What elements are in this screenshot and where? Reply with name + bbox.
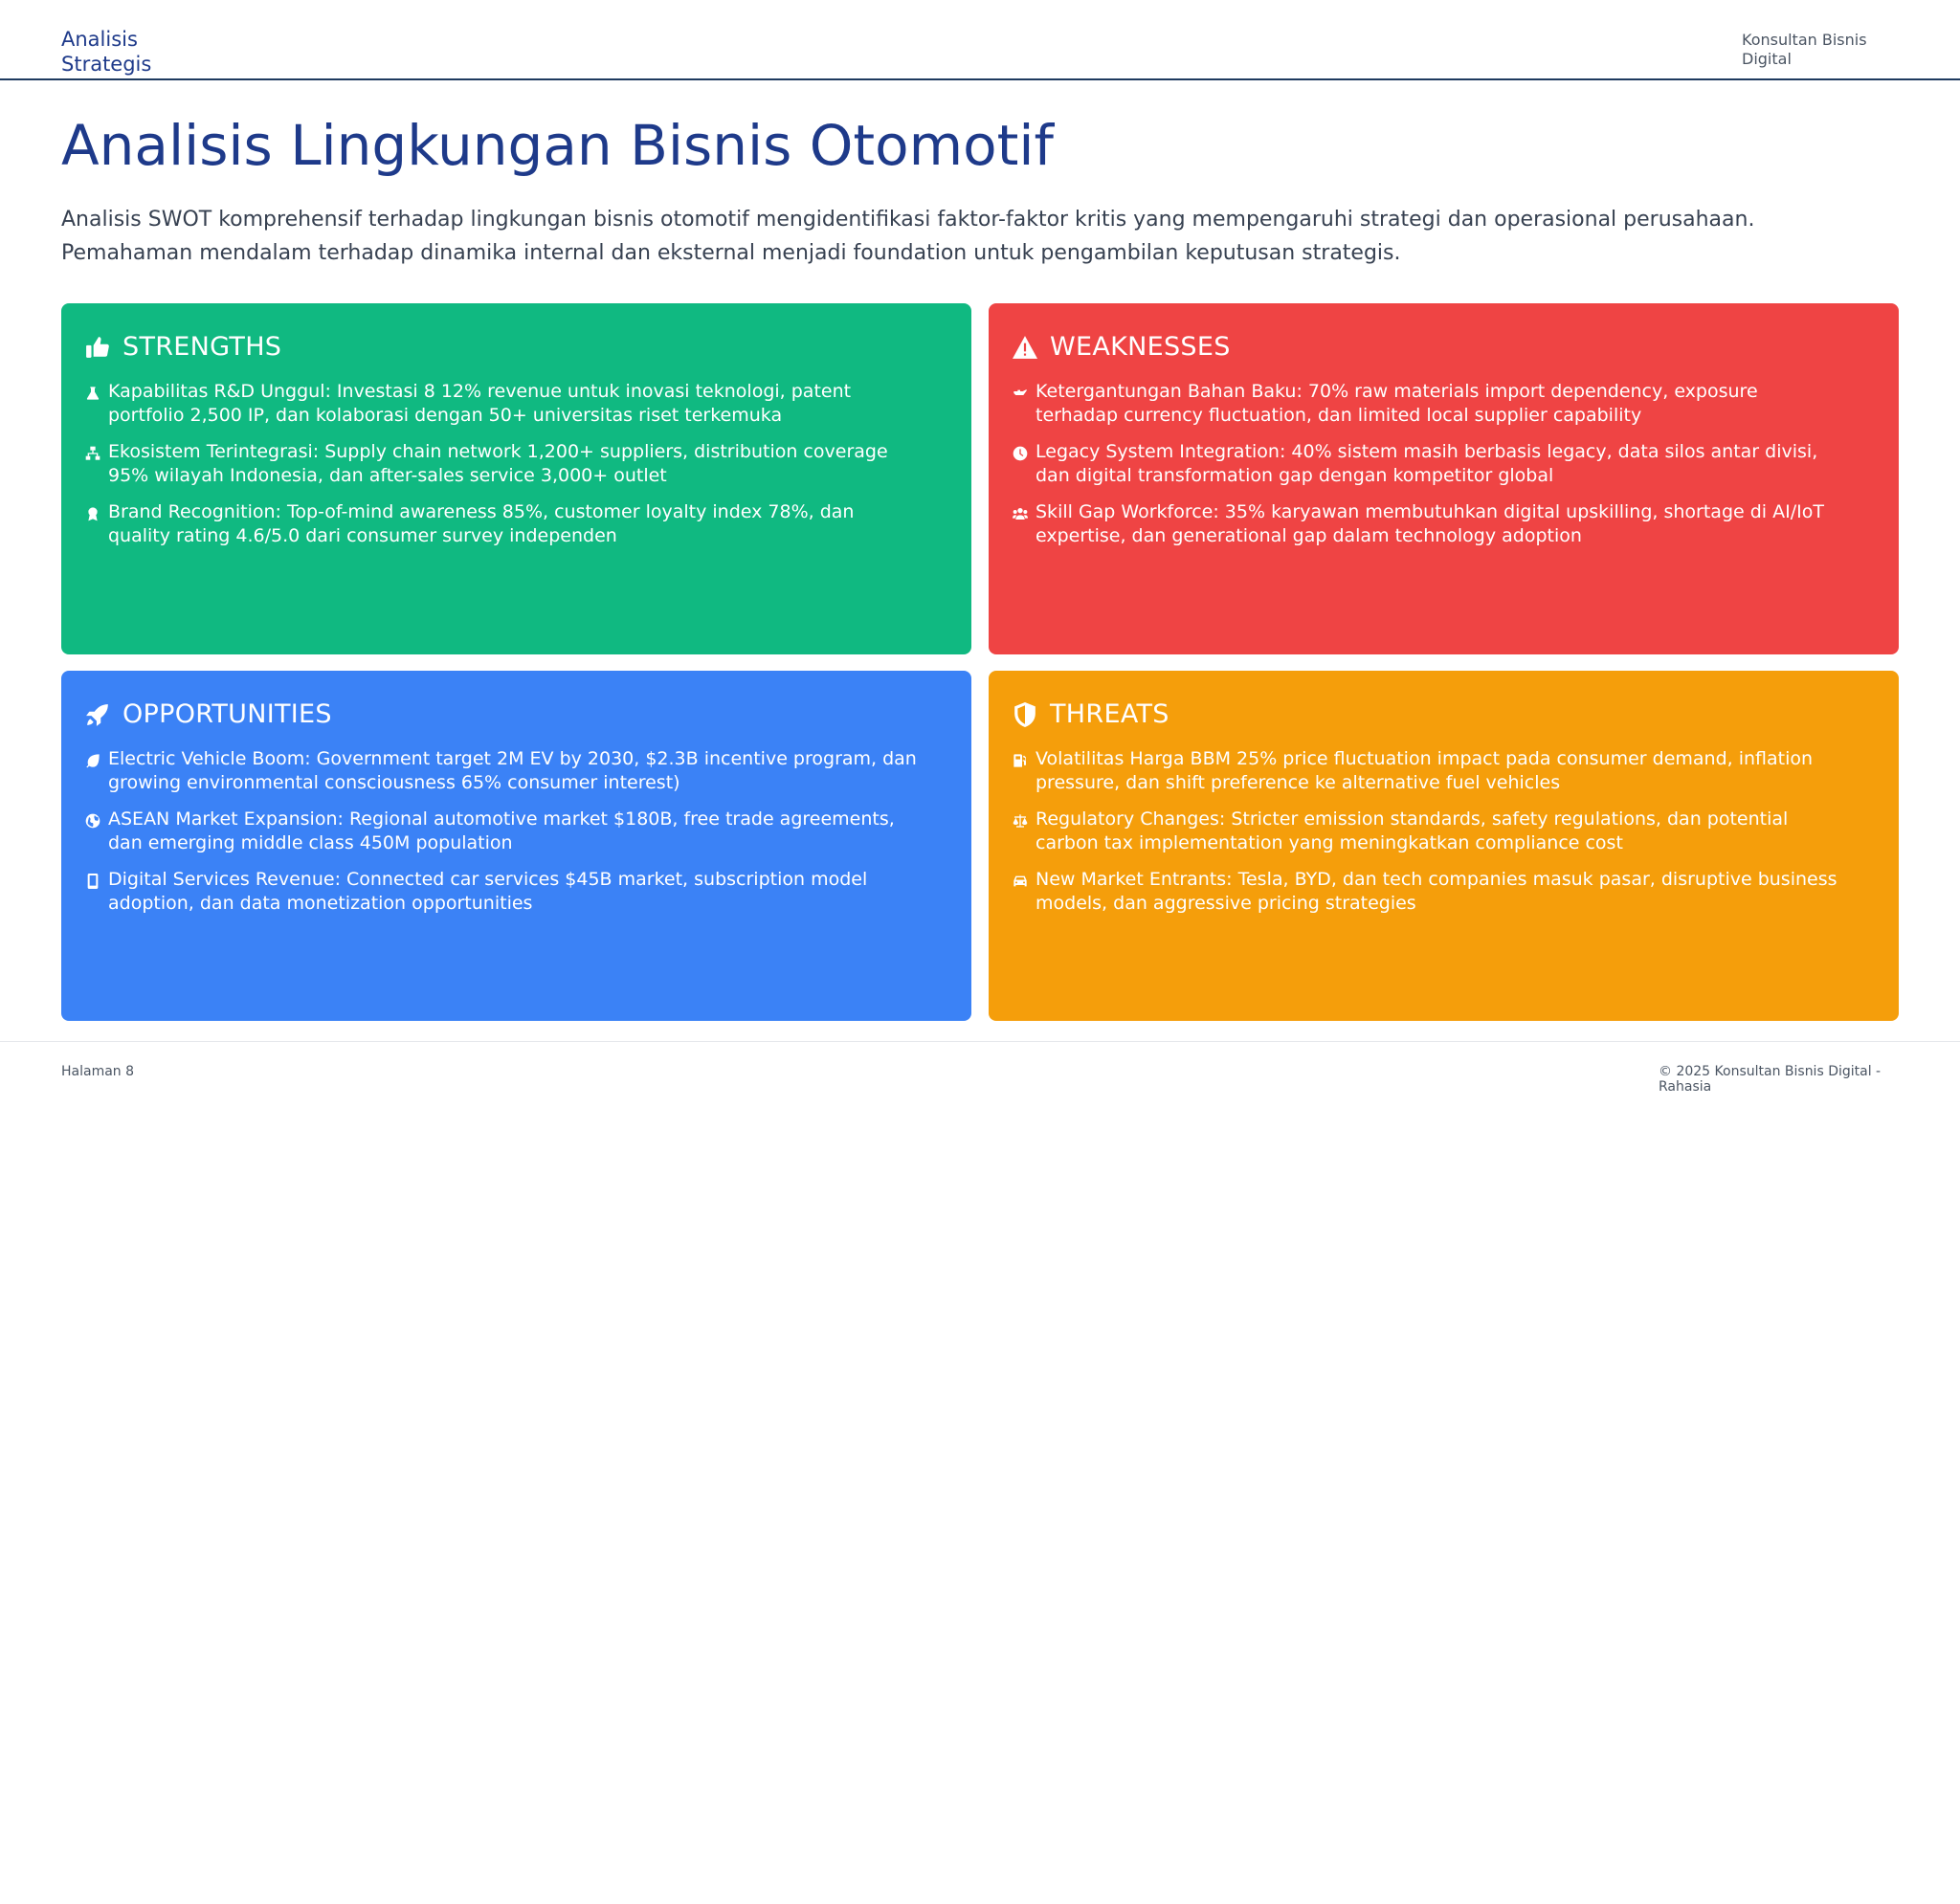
weaknesses-title: WEAKNESSES (1050, 332, 1231, 362)
opportunities-title: OPPORTUNITIES (122, 699, 332, 729)
opportunity-item-text: ASEAN Market Expansion: Regional automotive market $180B, free trade agreements, dan emerging middle class 450M population (108, 808, 895, 853)
weakness-item-text: Ketergantungan Bahan Baku: 70% raw materials import dependency, exposure terhadap currency fluctuation, dan limited local supplier capability (1036, 381, 1758, 426)
opportunities-list (84, 747, 948, 916)
threat-item-text: New Market Entrants: Tesla, BYD, dan tech companies masuk pasar, disruptive business models, dan aggressive pricing strategies (1036, 869, 1838, 914)
weaknesses-card (989, 303, 1899, 654)
page-number: Halaman 8 (61, 1064, 135, 1079)
threats-title: THREATS (1050, 699, 1169, 729)
page-header (0, 0, 1960, 80)
warning-icon (1012, 334, 1038, 361)
opportunities-header (84, 696, 948, 734)
firm-name: Konsultan Bisnis Digital (1742, 31, 1867, 68)
weaknesses-list (1012, 380, 1876, 548)
intro-paragraph: Analisis SWOT komprehensif terhadap lingkungan bisnis otomotif mengidentifikasi faktor-faktor kritis yang mempengaruhi strategi dan operasional perusahaan. Pemahaman mendalam terhadap dinamika internal dan eksternal menjadi foundation untuk pengambilan keputusan strategis. (61, 208, 1755, 265)
list-item (1012, 747, 1844, 795)
strengths-card (61, 303, 971, 654)
rocket-icon (84, 701, 111, 728)
threat-item-text: Regulatory Changes: Stricter emission standards, safety regulations, dan potential carbon tax implementation yang meningkatkan compliance cost (1036, 808, 1789, 853)
clock-icon (1012, 445, 1029, 462)
list-item (1012, 808, 1844, 855)
strengths-title: STRENGTHS (122, 332, 282, 362)
strength-item-text: Brand Recognition: Top-of-mind awareness 85%, customer loyalty index 78%, dan quality rating 4.6/5.0 dari consumer survey independen (108, 501, 855, 546)
list-item (84, 747, 917, 795)
list-item (1012, 380, 1844, 428)
threats-header (1012, 696, 1876, 734)
flask-icon (84, 385, 101, 402)
copyright-notice: © 2025 Konsultan Bisnis Digital - Rahasia (1659, 1064, 1882, 1095)
weaknesses-header (1012, 328, 1876, 366)
oil-can-icon (1012, 385, 1029, 402)
opportunities-card (61, 671, 971, 1021)
users-icon (1012, 505, 1029, 522)
brand-name: Analisis Strategis (61, 28, 152, 76)
mobile-icon (84, 873, 101, 890)
opportunity-item-text: Digital Services Revenue: Connected car services $45B market, subscription model adoption, dan data monetization opportunities (108, 869, 868, 914)
page-title: Analisis Lingkungan Bisnis Otomotif (61, 113, 1054, 178)
weakness-item-text: Skill Gap Workforce: 35% karyawan membutuhkan digital upskilling, shortage di AI/IoT expertise, dan generational gap dalam technology adoption (1036, 501, 1824, 546)
page-footer (0, 1041, 1960, 1118)
shield-icon (1012, 701, 1038, 728)
weakness-item-text: Legacy System Integration: 40% sistem masih berbasis legacy, data silos antar divisi, dan digital transformation gap dengan kompetitor global (1036, 441, 1818, 486)
list-item (1012, 868, 1844, 916)
car-icon (1012, 873, 1029, 890)
list-item (84, 380, 917, 428)
threats-card (989, 671, 1899, 1021)
thumbs-up-icon (84, 334, 111, 361)
strength-item-text: Ekosistem Terintegrasi: Supply chain network 1,200+ suppliers, distribution coverage 95% wilayah Indonesia, dan after-sales service 3,000+ outlet (108, 441, 888, 486)
award-icon (84, 505, 101, 522)
threat-item-text: Volatilitas Harga BBM 25% price fluctuation impact pada consumer demand, inflation pressure, dan shift preference ke alternative fuel vehicles (1036, 748, 1814, 793)
list-item (84, 500, 917, 548)
leaf-icon (84, 752, 101, 769)
network-icon (84, 445, 101, 462)
list-item (84, 808, 917, 855)
threats-list (1012, 747, 1876, 916)
strength-item-text: Kapabilitas R&D Unggul: Investasi 8 12% revenue untuk inovasi teknologi, patent portfolio 2,500 IP, dan kolaborasi dengan 50+ universitas riset terkemuka (108, 381, 852, 426)
gas-pump-icon (1012, 752, 1029, 769)
scale-icon (1012, 812, 1029, 830)
list-item (1012, 500, 1844, 548)
list-item (1012, 440, 1844, 488)
list-item (84, 868, 917, 916)
list-item (84, 440, 917, 488)
opportunity-item-text: Electric Vehicle Boom: Government target 2M EV by 2030, $2.3B incentive program, dan growing environmental consciousness 65% consumer interest) (108, 748, 917, 793)
strengths-header (84, 328, 948, 366)
globe-icon (84, 812, 101, 830)
strengths-list (84, 380, 948, 548)
